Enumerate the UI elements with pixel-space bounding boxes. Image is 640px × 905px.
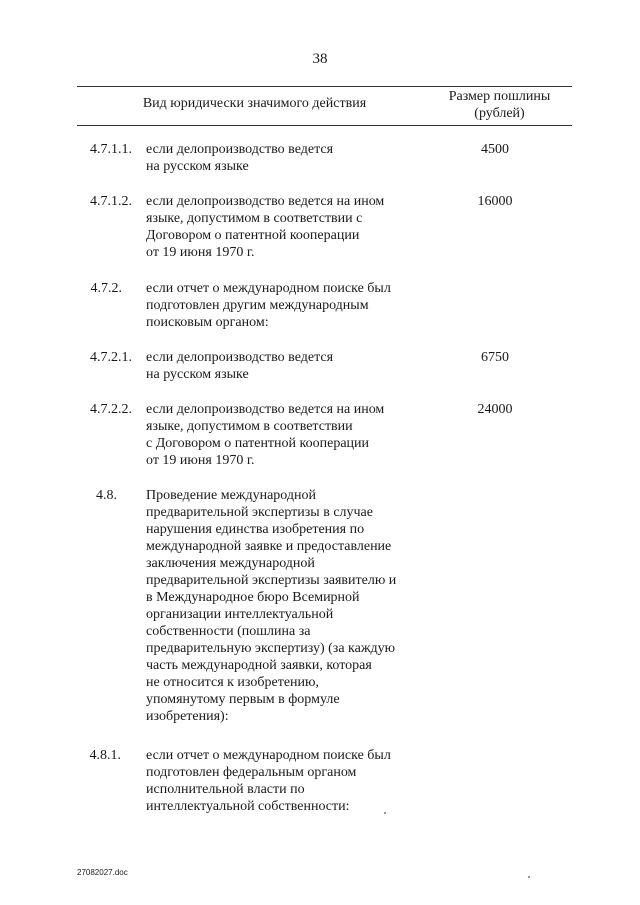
- document-filename: 27082027.doc: [77, 868, 128, 877]
- row-number: 4.7.2.1.: [90, 350, 132, 365]
- row-number: 4.7.1.1.: [90, 142, 132, 157]
- row-description: если делопроизводство ведется на русском языке: [146, 142, 334, 174]
- row-description: Проведение международной предварительной экспертизы в случае нарушения единства изобретения по международной заявке и предоставление заключения международной предварительной экспертизы заявителю и в Международное бюро Всемирной организации интеллектуальной собственности (пошлина за предварительную экспертизу) (за каждую часть международной заявки, которая не относится к изобретению, упомянутому первым в формуле изобретения):: [146, 488, 397, 724]
- table-header: [77, 86, 572, 126]
- row-fee: 4500: [481, 142, 509, 157]
- row-number: 4.8.1.: [89, 748, 121, 763]
- row-description: если делопроизводство ведется на ином языке, допустимом в соответствии с Договором о патентной кооперации от 19 июня 1970 г.: [146, 194, 385, 260]
- row-fee: 16000: [477, 194, 513, 209]
- action-column-header: Вид юридически значимого действия: [142, 96, 367, 111]
- row-description: если отчет о международном поиске был подготовлен другим международным поисковым органом:: [146, 281, 391, 330]
- row-number: 4.7.2.: [90, 281, 122, 296]
- row-fee: 24000: [477, 402, 513, 417]
- row-description: если отчет о международном поиске был подготовлен федеральным органом исполнительной власти по интеллектуальной собственности:: [146, 748, 391, 814]
- scan-speck: [384, 812, 386, 814]
- row-number: 4.7.2.2.: [90, 402, 132, 417]
- row-fee: 6750: [481, 350, 509, 365]
- page-number: 38: [312, 51, 328, 67]
- row-number: 4.7.1.2.: [90, 194, 132, 209]
- fee-column-header: [427, 88, 572, 122]
- fee-header-line2: (рублей): [474, 106, 525, 121]
- scan-speck: [528, 876, 530, 878]
- row-number: 4.8.: [96, 488, 117, 503]
- row-description: если делопроизводство ведется на ином языке, допустимом в соответствии с Договором о патентной кооперации от 19 июня 1970 г.: [146, 402, 385, 468]
- row-description: если делопроизводство ведется на русском языке: [146, 350, 334, 382]
- fee-header-line1: Размер пошлины: [448, 89, 551, 104]
